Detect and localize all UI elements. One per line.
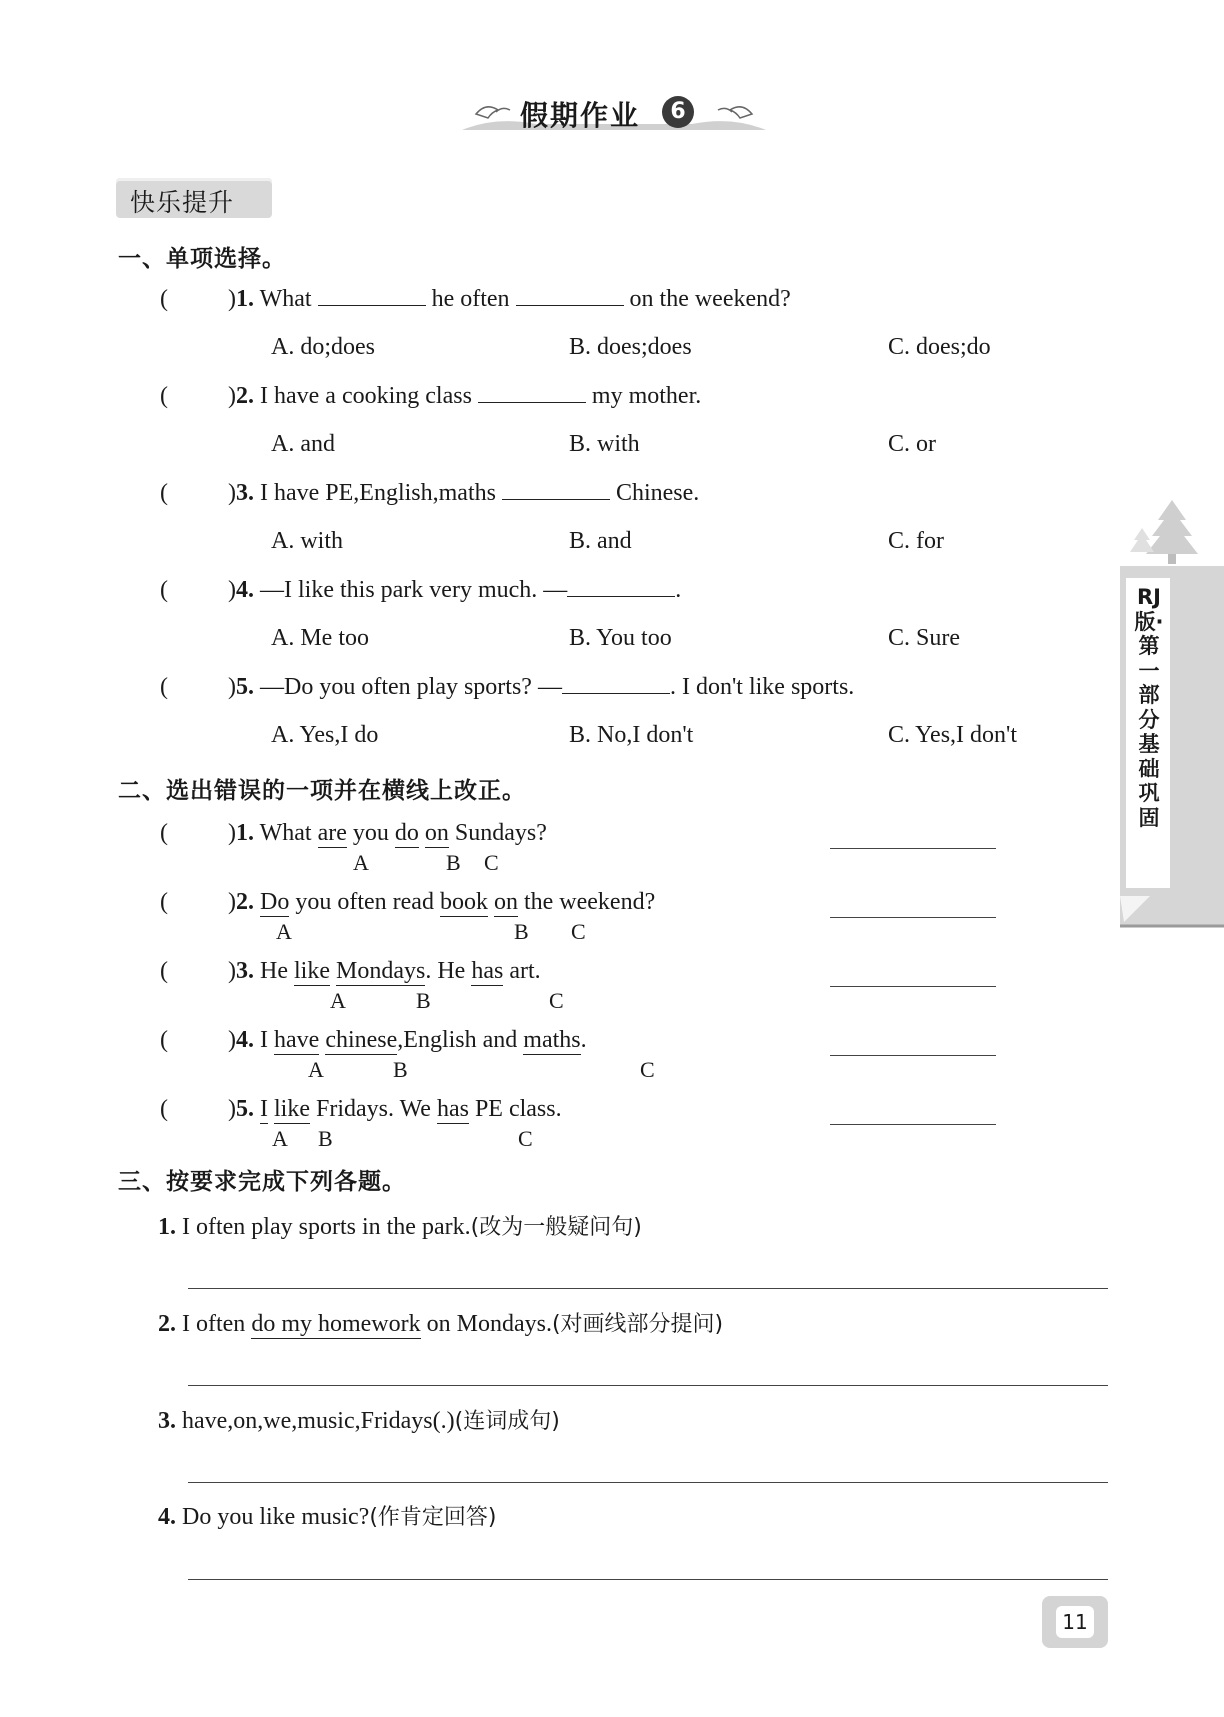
answer-blank[interactable] — [318, 287, 426, 306]
paren-close: ) — [228, 1096, 236, 1122]
question-text: art. — [503, 958, 541, 984]
question-number: 3. — [158, 1408, 176, 1434]
page-number: 11 — [1056, 1606, 1094, 1638]
underlined-option-b: do — [394, 820, 419, 846]
option-letter-b: B — [514, 919, 529, 944]
question-2-4 — [228, 1027, 587, 1054]
answer-paren-open: ( — [160, 1096, 168, 1122]
question-2-3 — [228, 958, 541, 985]
underlined-phrase: do my homework — [251, 1311, 421, 1337]
question-text: my mother. — [591, 383, 702, 409]
paren-close: ) — [228, 958, 236, 984]
question-number: 4. — [236, 577, 254, 603]
correction-line[interactable] — [830, 986, 996, 987]
underlined-option-a: have — [274, 1027, 320, 1053]
task-3-3 — [158, 1404, 560, 1435]
answer-paren-open: ( — [160, 674, 168, 700]
question-text: —I like this park very much. — — [260, 577, 568, 603]
option-c: C. Sure — [888, 625, 960, 651]
option-b: B. with — [569, 431, 640, 457]
answer-paren-open: ( — [160, 820, 168, 846]
underlined-option-a: like — [293, 958, 330, 984]
paren-close: ) — [228, 674, 236, 700]
option-letter-c: C — [484, 850, 499, 875]
question-number: 1. — [158, 1214, 176, 1240]
question-number: 4. — [158, 1504, 176, 1530]
answer-paren-open: ( — [160, 480, 168, 506]
option-letter-a: A — [330, 988, 346, 1013]
answer-blank[interactable] — [516, 287, 624, 306]
underlined-option-c: on — [493, 889, 518, 915]
paren-close: ) — [228, 577, 236, 603]
option-b: B. does;does — [569, 334, 692, 360]
question-text: Sundays? — [448, 820, 547, 846]
option-a: A. do;does — [271, 334, 375, 360]
answer-paren-open: ( — [160, 958, 168, 984]
question-text: PE class. — [468, 1096, 562, 1122]
answer-paren-open: ( — [160, 577, 168, 603]
option-b: B. You too — [569, 625, 672, 651]
option-a: A. with — [271, 528, 343, 554]
question-number: 3. — [236, 480, 254, 506]
answer-blank[interactable] — [478, 384, 586, 403]
question-text: you often read — [289, 889, 440, 915]
paren-close: ) — [228, 1027, 236, 1053]
question-number: 2. — [158, 1311, 176, 1337]
question-text: . He — [425, 958, 472, 984]
question-text: have,on,we,music,Fridays(.) — [182, 1408, 455, 1434]
instruction: (改为一般疑问句) — [470, 1215, 642, 1240]
paren-close: ) — [228, 889, 236, 915]
question-1-3 — [228, 480, 699, 507]
question-text: I often play sports in the park. — [182, 1214, 471, 1240]
underlined-option-c: on — [424, 820, 449, 846]
question-number: 1. — [236, 820, 254, 846]
correction-line[interactable] — [830, 1055, 996, 1056]
underlined-option-a: I — [260, 1096, 268, 1122]
question-number: 1. — [236, 286, 254, 312]
side-tab-label: RJ版·第一部分 基础巩固 — [1134, 585, 1164, 830]
question-text: I often — [182, 1311, 252, 1337]
page-curl-icon — [1120, 896, 1224, 928]
question-number: 5. — [236, 1096, 254, 1122]
question-text: I have a cooking class — [260, 383, 472, 409]
option-letter-c: C — [640, 1057, 655, 1082]
answer-line[interactable] — [188, 1385, 1108, 1386]
option-letter-b: B — [318, 1126, 333, 1151]
question-text: the weekend? — [517, 889, 656, 915]
underlined-option-b: like — [274, 1096, 310, 1122]
answer-paren-open: ( — [160, 1027, 168, 1053]
question-text: Chinese. — [615, 480, 700, 506]
paren-close: ) — [228, 820, 236, 846]
underlined-option-a: Do — [260, 889, 290, 915]
question-text: He — [260, 958, 294, 984]
question-1-1 — [228, 286, 791, 313]
option-letter-b: B — [393, 1057, 408, 1082]
option-c: C. or — [888, 431, 936, 457]
correction-line[interactable] — [830, 848, 996, 849]
answer-line[interactable] — [188, 1579, 1108, 1580]
underlined-option-a: are — [317, 820, 347, 846]
part2-heading: 二、选出错误的一项并在横线上改正。 — [118, 778, 526, 804]
paren-close: ) — [228, 480, 236, 506]
answer-line[interactable] — [188, 1482, 1108, 1483]
question-2-1 — [228, 820, 547, 847]
question-text: I — [260, 1027, 274, 1053]
option-b: B. No,I don't — [569, 722, 694, 748]
question-text: Do you like music? — [182, 1504, 370, 1530]
option-letter-a: A — [308, 1057, 324, 1082]
question-text: Fridays. We — [310, 1096, 437, 1122]
answer-blank[interactable] — [502, 481, 610, 500]
issue-number-badge: 6 — [662, 96, 694, 128]
option-a: A. Me too — [271, 625, 369, 651]
option-b: B. and — [569, 528, 632, 554]
answer-paren-open: ( — [160, 286, 168, 312]
part3-heading: 三、按要求完成下列各题。 — [118, 1169, 406, 1195]
option-a: A. Yes,I do — [271, 722, 379, 748]
underlined-option-c: has — [471, 958, 504, 984]
question-2-2 — [228, 889, 655, 916]
instruction: (作肯定回答) — [369, 1505, 497, 1530]
option-c: C. does;do — [888, 334, 991, 360]
underlined-option-c: has — [436, 1096, 469, 1122]
question-number: 2. — [236, 383, 254, 409]
paren-close: ) — [228, 286, 236, 312]
question-text: What — [259, 820, 318, 846]
instruction: (对画线部分提问) — [551, 1312, 724, 1337]
question-text: on Mondays. — [420, 1311, 552, 1337]
question-number: 5. — [236, 674, 254, 700]
question-1-4 — [228, 577, 681, 604]
task-3-4 — [158, 1500, 496, 1531]
question-text: . — [580, 1027, 587, 1053]
pine-tree-icon — [1128, 498, 1224, 568]
question-2-5 — [228, 1096, 562, 1123]
question-text: —Do you often play sports? — — [260, 674, 562, 700]
option-letter-a: A — [276, 919, 292, 944]
option-c: C. Yes,I don't — [888, 722, 1018, 748]
question-text: he often — [431, 286, 510, 312]
question-text: . I don't like sports. — [669, 674, 855, 700]
underlined-option-b: Mondays — [335, 958, 426, 984]
option-a: A. and — [271, 431, 335, 457]
answer-paren-open: ( — [160, 889, 168, 915]
question-text: What — [259, 286, 312, 312]
answer-line[interactable] — [188, 1288, 1108, 1289]
question-text: I have PE,English,maths — [260, 480, 496, 506]
option-letter-b: B — [416, 988, 431, 1013]
correction-line[interactable] — [830, 1124, 996, 1125]
correction-line[interactable] — [830, 917, 996, 918]
section-tab-label: 快乐提升 — [130, 188, 235, 217]
page-title: 假期作业 — [520, 99, 641, 132]
answer-paren-open: ( — [160, 383, 168, 409]
question-text: you — [346, 820, 395, 846]
question-number: 3. — [236, 958, 254, 984]
question-1-2 — [228, 383, 701, 410]
instruction: (连词成句) — [454, 1409, 560, 1434]
option-letter-c: C — [571, 919, 586, 944]
question-number: 4. — [236, 1027, 254, 1053]
question-text: ,English and — [397, 1027, 524, 1053]
option-letter-a: A — [353, 850, 369, 875]
paren-close: ) — [228, 383, 236, 409]
question-number: 2. — [236, 889, 254, 915]
task-3-2 — [158, 1307, 723, 1338]
underlined-option-b: chinese — [325, 1027, 398, 1053]
answer-blank[interactable] — [567, 578, 675, 597]
task-3-1 — [158, 1210, 642, 1241]
answer-blank[interactable] — [562, 675, 670, 694]
option-letter-c: C — [518, 1126, 533, 1151]
question-text — [419, 820, 425, 846]
option-c: C. for — [888, 528, 944, 554]
underlined-option-b: book — [439, 889, 488, 915]
option-letter-b: B — [446, 850, 461, 875]
underlined-option-c: maths — [523, 1027, 581, 1053]
part1-heading: 一、单项选择。 — [118, 246, 286, 272]
question-text: on the weekend? — [629, 286, 791, 312]
option-letter-a: A — [272, 1126, 288, 1151]
option-letter-c: C — [549, 988, 564, 1013]
question-text: . — [675, 577, 682, 603]
question-1-5 — [228, 674, 854, 701]
